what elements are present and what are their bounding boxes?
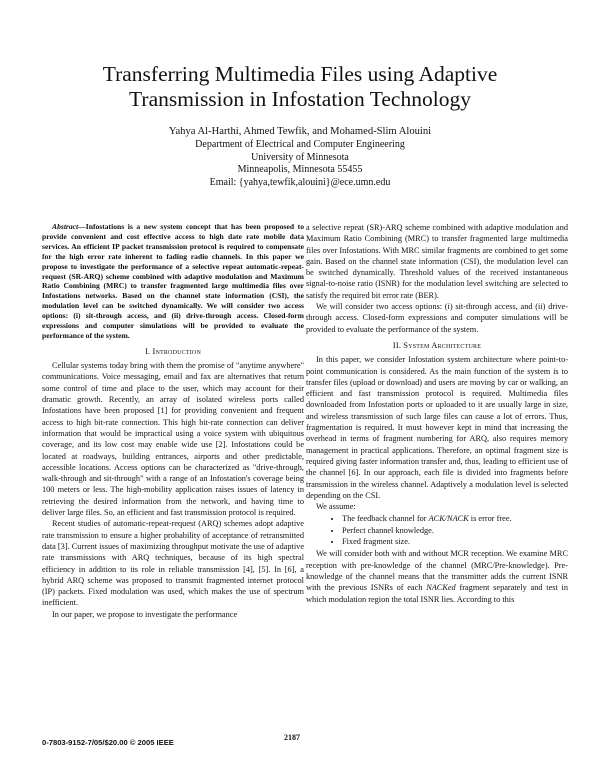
right-column bbox=[306, 222, 568, 605]
city: Minneapolis, Minnesota 55455 bbox=[237, 164, 363, 176]
assumption-list bbox=[306, 513, 568, 547]
university: University of Minnesota bbox=[251, 151, 349, 163]
intro-paragraph-3-cont: a selective repeat (SR)-ARQ scheme combined with adaptive modulation and Maximum Ratio Combining (MRC) to transfer fragmented large multimedia files over Infostations. With MRC similar fragments are combined to get some gain. Based on the channel state information (CSI), the modulation level can be switched dynamically. Threshold values of the received instantaneous signal-to-noise ratio (ISNR) for the modulation level switching are selected to satisfy the required bit error rate (BER). bbox=[306, 223, 568, 300]
title-line-1: Transferring Multimedia Files using Adaptive bbox=[102, 62, 498, 86]
list-item: • Fixed fragment size. bbox=[342, 536, 568, 547]
arch-assume: We assume: bbox=[316, 502, 356, 512]
author-names: Yahya Al-Harthi, Ahmed Tewfik, and Mohamed-Slim Alouini bbox=[168, 126, 432, 137]
intro-paragraph-3: In our paper, we propose to investigate the performance bbox=[52, 609, 238, 619]
page-number: 2187 bbox=[284, 733, 300, 742]
department: Department of Electrical and Computer Engineering bbox=[195, 139, 405, 151]
intro-paragraph-1: Cellular systems today bring with them the promise of "anytime anywhere" communications. Voice messaging, email and fax are alternatives that return some control of time and place to the user, which may account for their dramatic growth. Recently, an array of isolated wireless ports called Infostations have been proposed [1] for providing convenient and frequent access to high bit-rate connection. This high bit-rate connection can deliver information that would be impractical using a voice system with ubiquitous coverage, and its low cost may enable wide use [2]. Infostations could be located at roadways, building entrances, airports and other predictable, accessible locations. Access options can be characterized as "drive-through, walk-through and sit-through" with a range of an Infostation's coverage being 100 meters or less. The high-mobility application raises issues of latency in retrieving the desired information from the network, and having time to deliver large files. So, an efficient and fast transmission protocol is required. bbox=[42, 361, 304, 518]
section-heading-architecture: II. System Architecture bbox=[392, 340, 482, 350]
abstract bbox=[42, 222, 304, 341]
abstract-text: Infostations is a new system concept that has been proposed to provide convenient and cost effective access to high date rate mobile data services. An efficient IP packet transmission protocol is required to compensate for the high error rate inherent to fading radio channels. In this paper we propose to investigate the performance of a selective repeat automatic-repeat-request (SR-ARQ) scheme combined with adaptive modulation and Maximum Ratio Combining (MRC) to transfer fragmented large multimedia files over Infostations networks. Based on the channel state information (CSI), the modulation level can be switched dynamically. We will consider two access options: (i) sit-through access, and (ii) drive-through access. Closed-form expressions and computer simulations will be provided to evaluate the performance of the system. bbox=[42, 222, 304, 340]
left-column bbox=[42, 222, 304, 620]
list-item: • The feedback channel for ACK/NACK is error free. bbox=[342, 513, 568, 524]
author-block bbox=[60, 126, 540, 189]
arch-paragraph-1: In this paper, we consider Infostation system architecture where point-to-point communication is considered. As the main function of the system is to transfer files (upload or download) and users are moving by car or walking, an efficient and fast transmission protocol is required. Multimedia files downloaded from Infostation ports or uploaded to it are usually large in size, and wireless transmission of such large files can cause a lot of errors. Thus, fragmentation is required. It must however kept in mind that increasing the overhead in terms of fragment numbering for ARQ, also requires memory management in practical applications. Therefore, an optimal fragment size is required giving faster information transfer and, thus, leading to efficient use of the channel [6]. In our approach, each file is divided into fragments before transmission in the wireless channel. Adaptively a modulation level is selected depending on the CSI. bbox=[306, 355, 568, 500]
abstract-lead: Abstract— bbox=[52, 222, 86, 231]
list-item: • Perfect channel knowledge. bbox=[342, 525, 568, 536]
title-line-2: Transmission in Infostation Technology bbox=[129, 87, 471, 111]
section-heading-introduction: I. Introduction bbox=[144, 346, 201, 356]
paper-title bbox=[40, 62, 560, 112]
intro-paragraph-4: We will consider two access options: (i) sit-through access, and (ii) drive-through access. Closed-form expressions and computer simulations will be provided to evaluate the performance of the system. bbox=[306, 302, 568, 334]
arch-paragraph-2: We will consider both with and without MCR reception. We examine MRC reception with pre-knowledge of the channel (MRC/Pre-knowledge). Pre-knowledge of the channel means that the transmitter adds the current ISNR with the previous ISNRs of each NACKed fragment separately and test in which modulation region the total ISNR lies. According to this bbox=[306, 549, 568, 604]
intro-paragraph-2: Recent studies of automatic-repeat-request (ARQ) schemes adopt adaptive rate transmission to ensure a higher probability of acceptance of retransmitted data [3]. Current issues of maximizing throughput motivate the use of adaptive rate transmissions with ARQ techniques, because of its high spectral efficiency in addition to its role in reliable transmission [4], [5]. In [6], a hybrid ARQ scheme was proposed to transmit fragmented internet protocol (IP) packets. Fixed modulation was used, which makes the use of spectrum inefficient. bbox=[42, 519, 304, 608]
copyright-line: 0-7803-9152-7/05/$20.00 © 2005 IEEE bbox=[42, 738, 174, 747]
email: Email: {yahya,tewfik,alouini}@ece.umn.edu bbox=[209, 176, 391, 188]
